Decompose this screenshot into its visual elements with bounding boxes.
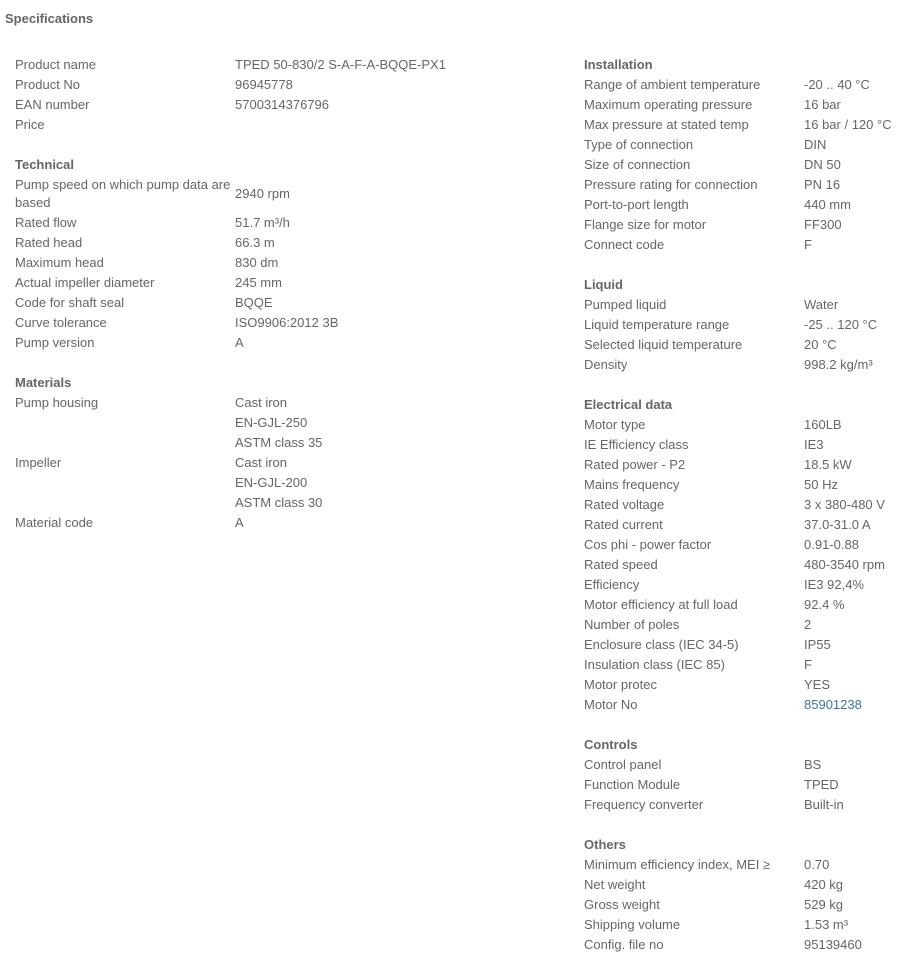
- spec-label: Selected liquid temperature: [584, 337, 743, 352]
- spec-value: 37.0-31.0 A: [804, 517, 871, 532]
- spec-value: 2940 rpm: [235, 186, 290, 201]
- spec-label: Rated head: [15, 235, 83, 250]
- spec-row: [584, 895, 901, 915]
- spec-value: 2: [804, 617, 812, 632]
- spec-label: Impeller: [15, 455, 62, 470]
- spec-row: [584, 295, 901, 315]
- spec-value: 830 dm: [235, 255, 279, 270]
- spec-row: [584, 135, 901, 155]
- spec-value: 51.7 m³/h: [235, 215, 290, 230]
- spec-value: 998.2 kg/m³: [804, 357, 873, 372]
- spec-row: [584, 215, 901, 235]
- spec-value: 18.5 kW: [804, 457, 852, 472]
- spec-value: 3 x 380-480 V: [804, 497, 885, 512]
- spec-row: [584, 175, 901, 195]
- spec-row-rated-head: [15, 233, 555, 253]
- spec-label: Pressure rating for connection: [584, 177, 758, 192]
- spec-label: Rated voltage: [584, 497, 665, 512]
- spec-value: ASTM class 30: [235, 495, 323, 510]
- section-title-materials: Materials: [15, 375, 72, 390]
- spec-value: IE3: [804, 437, 824, 452]
- spec-label: IE Efficiency class: [584, 437, 689, 452]
- spec-value: Built-in: [804, 797, 844, 812]
- spec-label: Size of connection: [584, 157, 691, 172]
- spec-label: Pump version: [15, 335, 95, 350]
- electrical-section: [584, 395, 901, 715]
- spec-row: [584, 555, 901, 575]
- left-column: [15, 55, 555, 553]
- spec-value: 0.70: [804, 857, 830, 872]
- materials-section: [15, 373, 555, 533]
- spec-value: Water: [804, 297, 839, 312]
- spec-value: 480-3540 rpm: [804, 557, 885, 572]
- spec-label: Minimum efficiency index, MEI ≥: [584, 857, 771, 872]
- spec-row: [584, 235, 901, 255]
- spec-row-impeller-diameter: [15, 273, 555, 293]
- spec-label: Connect code: [584, 237, 665, 252]
- spec-value: DIN: [804, 137, 827, 152]
- spec-row: [584, 435, 901, 455]
- spec-row: [584, 455, 901, 475]
- spec-row-product-no: [15, 75, 555, 95]
- installation-section: [584, 55, 901, 255]
- spec-value: F: [804, 657, 812, 672]
- spec-value: 160LB: [804, 417, 842, 432]
- spec-row: [584, 675, 901, 695]
- spec-label: Number of poles: [584, 617, 680, 632]
- spec-row: [584, 615, 901, 635]
- spec-row: [584, 495, 901, 515]
- spec-row: [584, 355, 901, 375]
- spec-label: Motor protec: [584, 677, 657, 692]
- spec-value: -25 .. 120 °C: [804, 317, 878, 332]
- spec-value: 50 Hz: [804, 477, 838, 492]
- spec-label: Frequency converter: [584, 797, 704, 812]
- spec-value: BQQE: [235, 295, 273, 310]
- spec-label: Gross weight: [584, 897, 660, 912]
- spec-value: 16 bar: [804, 97, 841, 112]
- others-section: [584, 835, 901, 955]
- spec-label: Efficiency: [584, 577, 640, 592]
- spec-row-price: [15, 115, 555, 135]
- spec-label: Code for shaft seal: [15, 295, 125, 310]
- spec-value: 5700314376796: [235, 97, 329, 112]
- spec-value: Cast iron: [235, 395, 288, 410]
- spec-value: 0.91-0.88: [804, 537, 859, 552]
- spec-label: Range of ambient temperature: [584, 77, 761, 92]
- spec-value: PN 16: [804, 177, 841, 192]
- spec-value: TPED: [804, 777, 839, 792]
- spec-row-material-code: [15, 513, 555, 533]
- spec-label: Actual impeller diameter: [15, 275, 155, 290]
- spec-value: IE3 92,4%: [804, 577, 864, 592]
- spec-label: Function Module: [584, 777, 681, 792]
- section-title-installation: Installation: [584, 57, 653, 72]
- spec-value: 20 °C: [804, 337, 837, 352]
- spec-value: EN-GJL-200: [235, 475, 308, 490]
- spec-value: [235, 115, 555, 135]
- spec-value: FF300: [804, 217, 842, 232]
- spec-row: [584, 475, 901, 495]
- spec-label: Insulation class (IEC 85): [584, 657, 725, 672]
- spec-value: ASTM class 35: [235, 435, 323, 450]
- spec-row: [584, 935, 901, 955]
- spec-row: [584, 755, 901, 775]
- spec-label: Max pressure at stated temp: [584, 117, 749, 132]
- spec-label: Control panel: [584, 757, 662, 772]
- spec-row: [584, 595, 901, 615]
- spec-label: Density: [584, 357, 628, 372]
- spec-row: [584, 535, 901, 555]
- spec-value: 96945778: [235, 77, 293, 92]
- controls-section: [584, 735, 901, 815]
- spec-row: [584, 155, 901, 175]
- motor-no-link[interactable]: 85901238: [804, 697, 862, 712]
- spec-label: Net weight: [584, 877, 646, 892]
- spec-row-product-name: [15, 55, 555, 75]
- spec-value: F: [804, 237, 812, 252]
- page-title: Specifications: [5, 11, 94, 26]
- spec-value: 16 bar / 120 °C: [804, 117, 892, 132]
- spec-row-pump-version: [15, 333, 555, 353]
- spec-row: [584, 575, 901, 595]
- spec-value: TPED 50-830/2 S-A-F-A-BQQE-PX1: [235, 57, 446, 72]
- spec-label: Maximum operating pressure: [584, 97, 753, 112]
- spec-row-pump-speed: [15, 175, 555, 213]
- spec-label: EAN number: [15, 97, 90, 112]
- spec-row: [584, 655, 901, 675]
- spec-row: [584, 415, 901, 435]
- spec-value: 95139460: [804, 937, 862, 952]
- spec-label: Maximum head: [15, 255, 104, 270]
- section-title-others: Others: [584, 837, 626, 852]
- spec-row: [584, 915, 901, 935]
- spec-row-curve-tolerance: [15, 313, 555, 333]
- section-title-controls: Controls: [584, 737, 638, 752]
- spec-value: 66.3 m: [235, 235, 275, 250]
- spec-row: [584, 315, 901, 335]
- spec-value: 1.53 m³: [804, 917, 849, 932]
- spec-row: [584, 95, 901, 115]
- spec-label: Curve tolerance: [15, 315, 107, 330]
- spec-label: Enclosure class (IEC 34-5): [584, 637, 739, 652]
- spec-row: [584, 855, 901, 875]
- section-title-liquid: Liquid: [584, 277, 623, 292]
- spec-row: [584, 115, 901, 135]
- spec-label: Type of connection: [584, 137, 694, 152]
- spec-row: [584, 875, 901, 895]
- spec-label: Port-to-port length: [584, 197, 689, 212]
- spec-label: Motor efficiency at full load: [584, 597, 738, 612]
- spec-value: 245 mm: [235, 275, 282, 290]
- spec-value: ISO9906:2012 3B: [235, 315, 339, 330]
- spec-label: Config. file no: [584, 937, 664, 952]
- spec-value: IP55: [804, 637, 831, 652]
- spec-label: Mains frequency: [584, 477, 680, 492]
- spec-label: Flange size for motor: [584, 217, 707, 232]
- spec-label: Liquid temperature range: [584, 317, 730, 332]
- spec-label: Pumped liquid: [584, 297, 667, 312]
- spec-row: [584, 635, 901, 655]
- spec-label: Product name: [15, 57, 96, 72]
- spec-label: Motor No: [584, 697, 638, 712]
- spec-row-rated-flow: [15, 213, 555, 233]
- right-column: [584, 55, 901, 975]
- spec-value: 440 mm: [804, 197, 851, 212]
- spec-label: Material code: [15, 515, 94, 530]
- spec-value-stack: [235, 393, 555, 453]
- spec-label: Price: [15, 117, 45, 132]
- technical-section: [15, 155, 555, 353]
- spec-label: Cos phi - power factor: [584, 537, 712, 552]
- spec-row: [584, 795, 901, 815]
- spec-row: [584, 775, 901, 795]
- spec-row-maximum-head: [15, 253, 555, 273]
- liquid-section: [584, 275, 901, 375]
- spec-row-ean-number: [15, 95, 555, 115]
- spec-label: Pump housing: [15, 395, 99, 410]
- spec-row: [584, 195, 901, 215]
- spec-value: A: [235, 335, 244, 350]
- spec-row-shaft-seal: [15, 293, 555, 313]
- spec-label: Product No: [15, 77, 81, 92]
- product-section: [15, 55, 555, 135]
- spec-label: Rated power - P2: [584, 457, 686, 472]
- spec-label: Motor type: [584, 417, 646, 432]
- spec-value: BS: [804, 757, 822, 772]
- spec-value: A: [235, 515, 244, 530]
- spec-label: Rated current: [584, 517, 663, 532]
- spec-value-stack: [235, 453, 555, 513]
- spec-value: EN-GJL-250: [235, 415, 308, 430]
- spec-row: [584, 515, 901, 535]
- spec-row-pump-housing: [15, 393, 555, 453]
- spec-value: 420 kg: [804, 877, 844, 892]
- spec-label: Shipping volume: [584, 917, 681, 932]
- spec-label: Rated speed: [584, 557, 658, 572]
- spec-label: Pump speed on which pump data are based: [15, 177, 231, 210]
- spec-row-impeller: [15, 453, 555, 513]
- spec-row: [584, 335, 901, 355]
- spec-value: DN 50: [804, 157, 841, 172]
- spec-row: [584, 75, 901, 95]
- spec-value: Cast iron: [235, 455, 288, 470]
- section-title-technical: Technical: [15, 157, 75, 172]
- spec-value: -20 .. 40 °C: [804, 77, 870, 92]
- spec-value: 529 kg: [804, 897, 844, 912]
- spec-value: YES: [804, 677, 831, 692]
- spec-label: Rated flow: [15, 215, 77, 230]
- spec-value: 92.4 %: [804, 597, 845, 612]
- section-title-electrical: Electrical data: [584, 397, 673, 412]
- spec-row-motor-no: [584, 695, 901, 715]
